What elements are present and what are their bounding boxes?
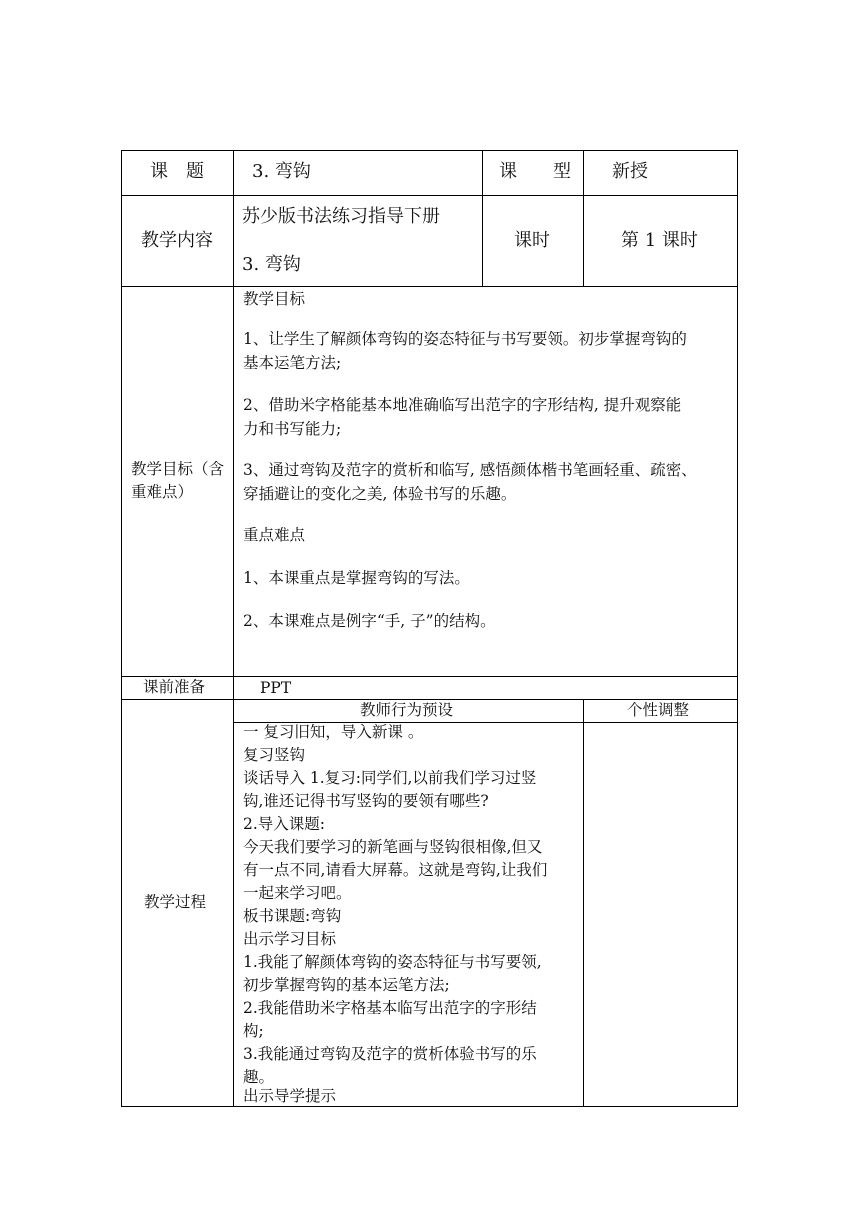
objectives-label-line-2: 重难点） (131, 483, 194, 501)
content-label: 教学内容 (141, 230, 213, 251)
process-line: 钩,谁还记得书写竖钩的要领有哪些? (243, 792, 489, 810)
content-line-1: 苏少版书法练习指导下册 (242, 206, 440, 227)
label-column-divider (233, 150, 234, 1107)
teacher-column-header: 教师行为预设 (360, 701, 454, 719)
type-label: 课 型 (499, 161, 571, 182)
period-value: 第 1 课时 (621, 230, 698, 251)
key-points-heading: 重点难点 (243, 526, 306, 544)
type-column-divider-left (482, 150, 483, 287)
prep-label: 课前准备 (143, 678, 206, 696)
table-border-left (121, 150, 122, 1107)
goal-1-line-2: 基本运笔方法; (243, 354, 342, 372)
process-line: 出示学习目标 (243, 930, 337, 948)
period-label: 课时 (514, 230, 550, 251)
type-column-divider-right (583, 150, 584, 287)
content-line-2: 3. 弯钩 (242, 254, 301, 275)
row-divider-2 (121, 286, 738, 287)
process-label: 教学过程 (144, 893, 207, 911)
topic-value: 3. 弯钩 (252, 161, 311, 182)
adjust-column-header: 个性调整 (627, 701, 690, 719)
type-value: 新授 (612, 161, 648, 182)
goal-1-line-1: 1、让学生了解颜体弯钩的姿态特征与书写要领。初步掌握弯钩的 (243, 330, 687, 348)
objectives-label-line-1: 教学目标（含 (131, 460, 225, 478)
adjust-column-divider (583, 699, 584, 1107)
goal-3-line-1: 3、通过弯钩及范字的赏析和临写, 感悟颜体楷书笔画轻重、疏密、 (243, 461, 697, 479)
key-point-2: 2、本课难点是例字“手, 子”的结构。 (243, 612, 496, 630)
table-border-right (737, 150, 738, 1107)
process-line: 构; (243, 1022, 264, 1040)
process-line: 出示导学提示 (243, 1087, 337, 1105)
process-line: 一起来学习吧。 (243, 884, 352, 902)
topic-label: 课 题 (150, 161, 204, 182)
process-line: 2.我能借助米字格基本临写出范字的字形结 (243, 999, 537, 1017)
table-border-bottom (121, 1106, 738, 1107)
row-divider-3 (121, 676, 738, 677)
prep-value: PPT (260, 679, 292, 697)
process-line: 今天我们要学习的新笔画与竖钩很相像,但又 (243, 838, 543, 856)
process-line: 复习竖钩 (243, 746, 306, 764)
key-point-1: 1、本课重点是掌握弯钩的写法。 (243, 569, 470, 587)
objectives-heading: 教学目标 (243, 290, 306, 308)
row-divider-4 (121, 699, 738, 700)
process-line: 1.我能了解颜体弯钩的姿态特征与书写要领, (243, 953, 542, 971)
goal-2-line-1: 2、借助米字格能基本地准确临写出范字的字形结构, 提升观察能 (243, 396, 682, 414)
goal-3-line-2: 穿插避让的变化之美, 体验书写的乐趣。 (243, 485, 517, 503)
table-border-top (121, 150, 738, 151)
process-line: 有一点不同,请看大屏幕。这就是弯钩,让我们 (243, 861, 548, 879)
goal-2-line-2: 力和书写能力; (243, 420, 342, 438)
process-line: 2.导入课题: (243, 815, 326, 833)
process-line: 板书课题:弯钩 (243, 907, 342, 925)
process-line: 谈话导入 1.复习:同学们,以前我们学习过竖 (243, 769, 537, 787)
row-divider-1 (121, 195, 738, 196)
process-line: 一 复习旧知，导入新课 。 (243, 723, 424, 741)
process-line: 趣。 (243, 1068, 275, 1086)
process-line: 初步掌握弯钩的基本运笔方法; (243, 976, 450, 994)
process-line: 3.我能通过弯钩及范字的赏析体验书写的乐 (243, 1045, 537, 1063)
